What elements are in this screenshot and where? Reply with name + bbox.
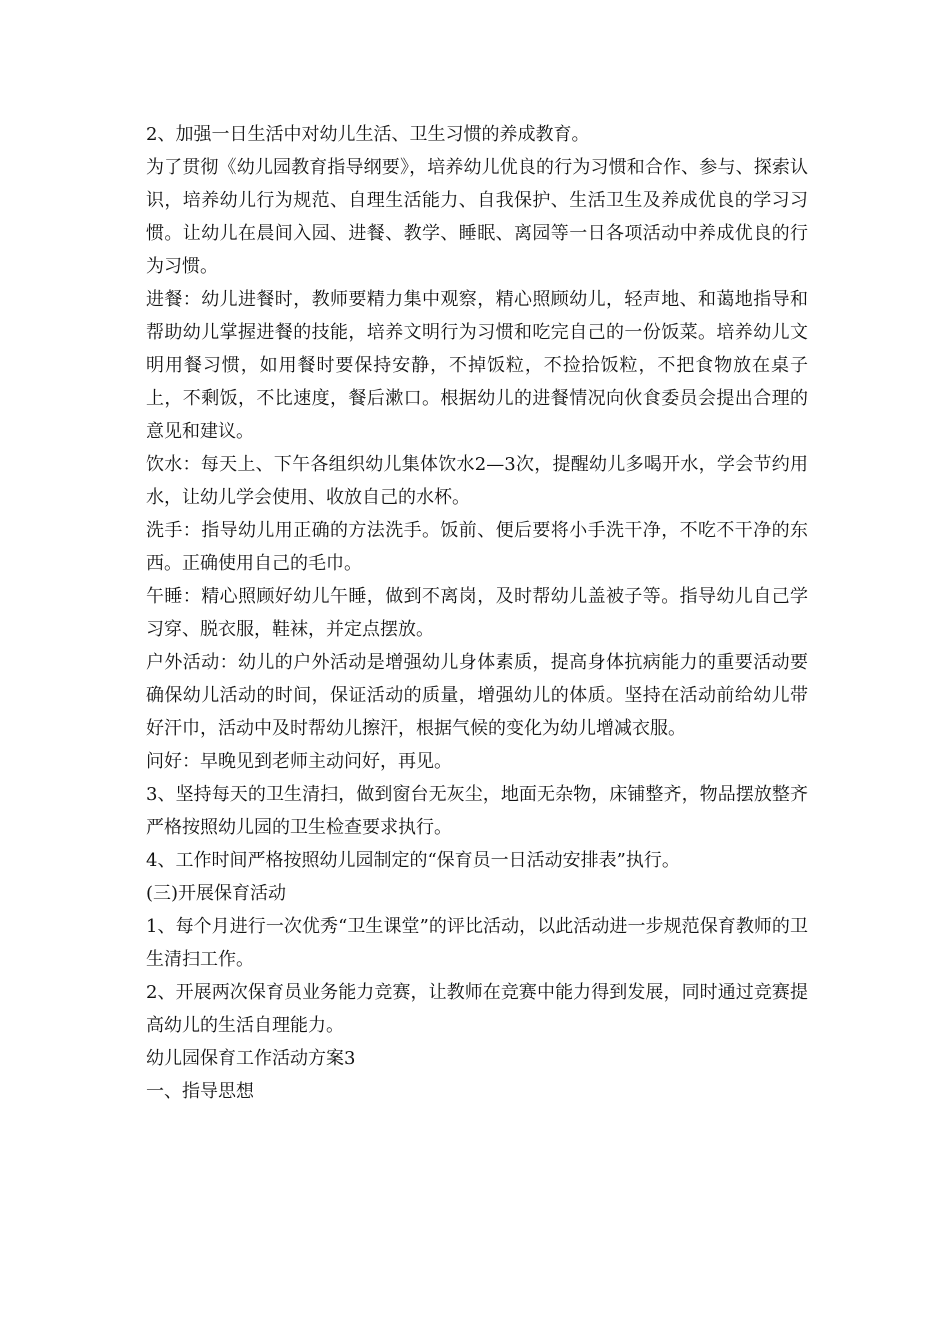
paragraph-outdoor-activity: 户外活动：幼儿的户外活动是增强幼儿身体素质，提高身体抗病能力的重要活动要确保幼儿活动的时间，保证活动的质量，增强幼儿的体质。坚持在活动前给幼儿带好汗巾，活动中及时帮幼儿擦汗，根据气候的变化为幼儿增减衣服。 (146, 652, 808, 739)
paragraph-skills-competition: 2、开展两次保育员业务能力竞赛，让教师在竞赛中能力得到发展，同时通过竞赛提高幼儿的生活自理能力。 (146, 982, 808, 1036)
heading-plan-3: 幼儿园保育工作活动方案3 (146, 1048, 356, 1069)
paragraph-section-2-heading: 2、加强一日生活中对幼儿生活、卫生习惯的养成教育。 (146, 124, 590, 145)
paragraph-nap-time: 午睡：精心照顾好幼儿午睡，做到不离岗，及时帮幼儿盖被子等。指导幼儿自己学习穿、脱衣服，鞋袜，并定点摆放。 (146, 586, 808, 640)
paragraph-meals: 进餐：幼儿进餐时，教师要精力集中观察，精心照顾幼儿，轻声地、和蔼地指导和帮助幼儿掌握进餐的技能，培养文明行为习惯和吃完自己的一份饭菜。培养幼儿文明用餐习惯，如用餐时要保持安静，不掉饭粒，不捡拾饭粒，不把食物放在桌子上，不剩饭，不比速度，餐后漱口。根据幼儿的进餐情况向伙食委员会提出合理的意见和建议。 (146, 289, 808, 442)
paragraph-hygiene-classroom: 1、每个月进行一次优秀“卫生课堂”的评比活动，以此活动进一步规范保育教师的卫生清扫工作。 (146, 916, 808, 970)
paragraph-drinking-water: 饮水：每天上、下午各组织幼儿集体饮水2—3次，提醒幼儿多喝开水，学会节约用水，让幼儿学会使用、收放自己的水杯。 (146, 454, 808, 508)
heading-guiding-ideology: 一、指导思想 (146, 1081, 254, 1102)
paragraph-section-4-schedule: 4、工作时间严格按照幼儿园制定的“保育员一日活动安排表”执行。 (146, 850, 680, 871)
paragraph-hand-washing: 洗手：指导幼儿用正确的方法洗手。饭前、便后要将小手洗干净，不吃不干净的东西。正确使用自己的毛巾。 (146, 520, 808, 574)
document-body (146, 118, 808, 1108)
heading-childcare-activities: (三)开展保育活动 (146, 883, 287, 904)
paragraph-greetings: 问好：早晚见到老师主动问好，再见。 (146, 751, 452, 772)
paragraph-guideline-intro: 为了贯彻《幼儿园教育指导纲要》，培养幼儿优良的行为习惯和合作、参与、探索认识，培养幼儿行为规范、自理生活能力、自我保护、生活卫生及养成优良的学习习惯。让幼儿在晨间入园、进餐、教学、睡眠、离园等一日各项活动中养成优良的行为习惯。 (146, 157, 808, 277)
paragraph-section-3-cleaning: 3、坚持每天的卫生清扫，做到窗台无灰尘，地面无杂物，床铺整齐，物品摆放整齐严格按照幼儿园的卫生检查要求执行。 (146, 784, 808, 838)
